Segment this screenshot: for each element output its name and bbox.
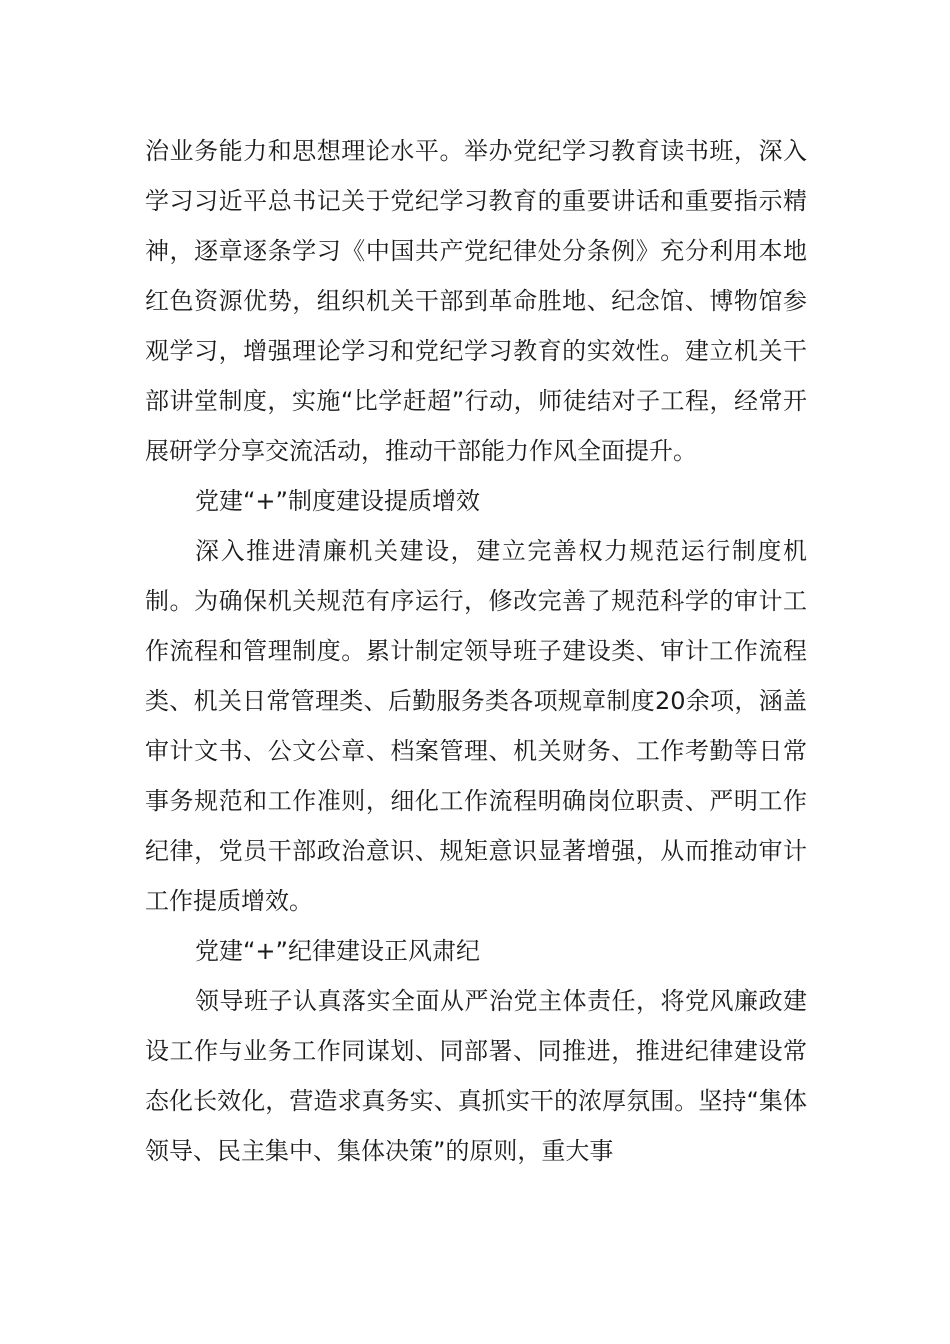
section-heading-system-building: 党建“+”制度建设提质增效 bbox=[195, 487, 480, 515]
paragraph-system-building: 深入推进清廉机关建设，建立完善权力规范运行制度机制。为确保机关规范有序运行，修改完善了规范科学的审计工作流程和管理制度。累计制定领导班子建设类、审计工作流程类、机关日常管理类、后勤服务类各项规章制度20余项，涵盖审计文书、公文公章、档案管理、机关财务、工作考勤等日常事务规范和工作准则，细化工作流程明确岗位职责、严明工作纪律，党员干部政治意识、规矩意识显著增强，从而推动审计工作提质增效。 bbox=[145, 537, 807, 915]
paragraph-continuation: 治业务能力和思想理论水平。举办党纪学习教育读书班，深入学习习近平总书记关于党纪学习教育的重要讲话和重要指示精神，逐章逐条学习《中国共产党纪律处分条例》充分利用本地红色资源优势，组织机关干部到革命胜地、纪念馆、博物馆参观学习，增强理论学习和党纪学习教育的实效性。建立机关干部讲堂制度，实施“比学赶超”行动，师徒结对子工程，经常开展研学分享交流活动，推动干部能力作风全面提升。 bbox=[145, 137, 807, 465]
document-body bbox=[145, 126, 807, 1176]
paragraph-discipline-building: 领导班子认真落实全面从严治党主体责任，将党风廉政建设工作与业务工作同谋划、同部署、同推进，推进纪律建设常态化长效化，营造求真务实、真抓实干的浓厚氛围。坚持“集体领导、民主集中、集体决策”的原则，重大事 bbox=[145, 987, 807, 1165]
section-heading-discipline-building: 党建“+”纪律建设正风肃纪 bbox=[195, 937, 480, 965]
